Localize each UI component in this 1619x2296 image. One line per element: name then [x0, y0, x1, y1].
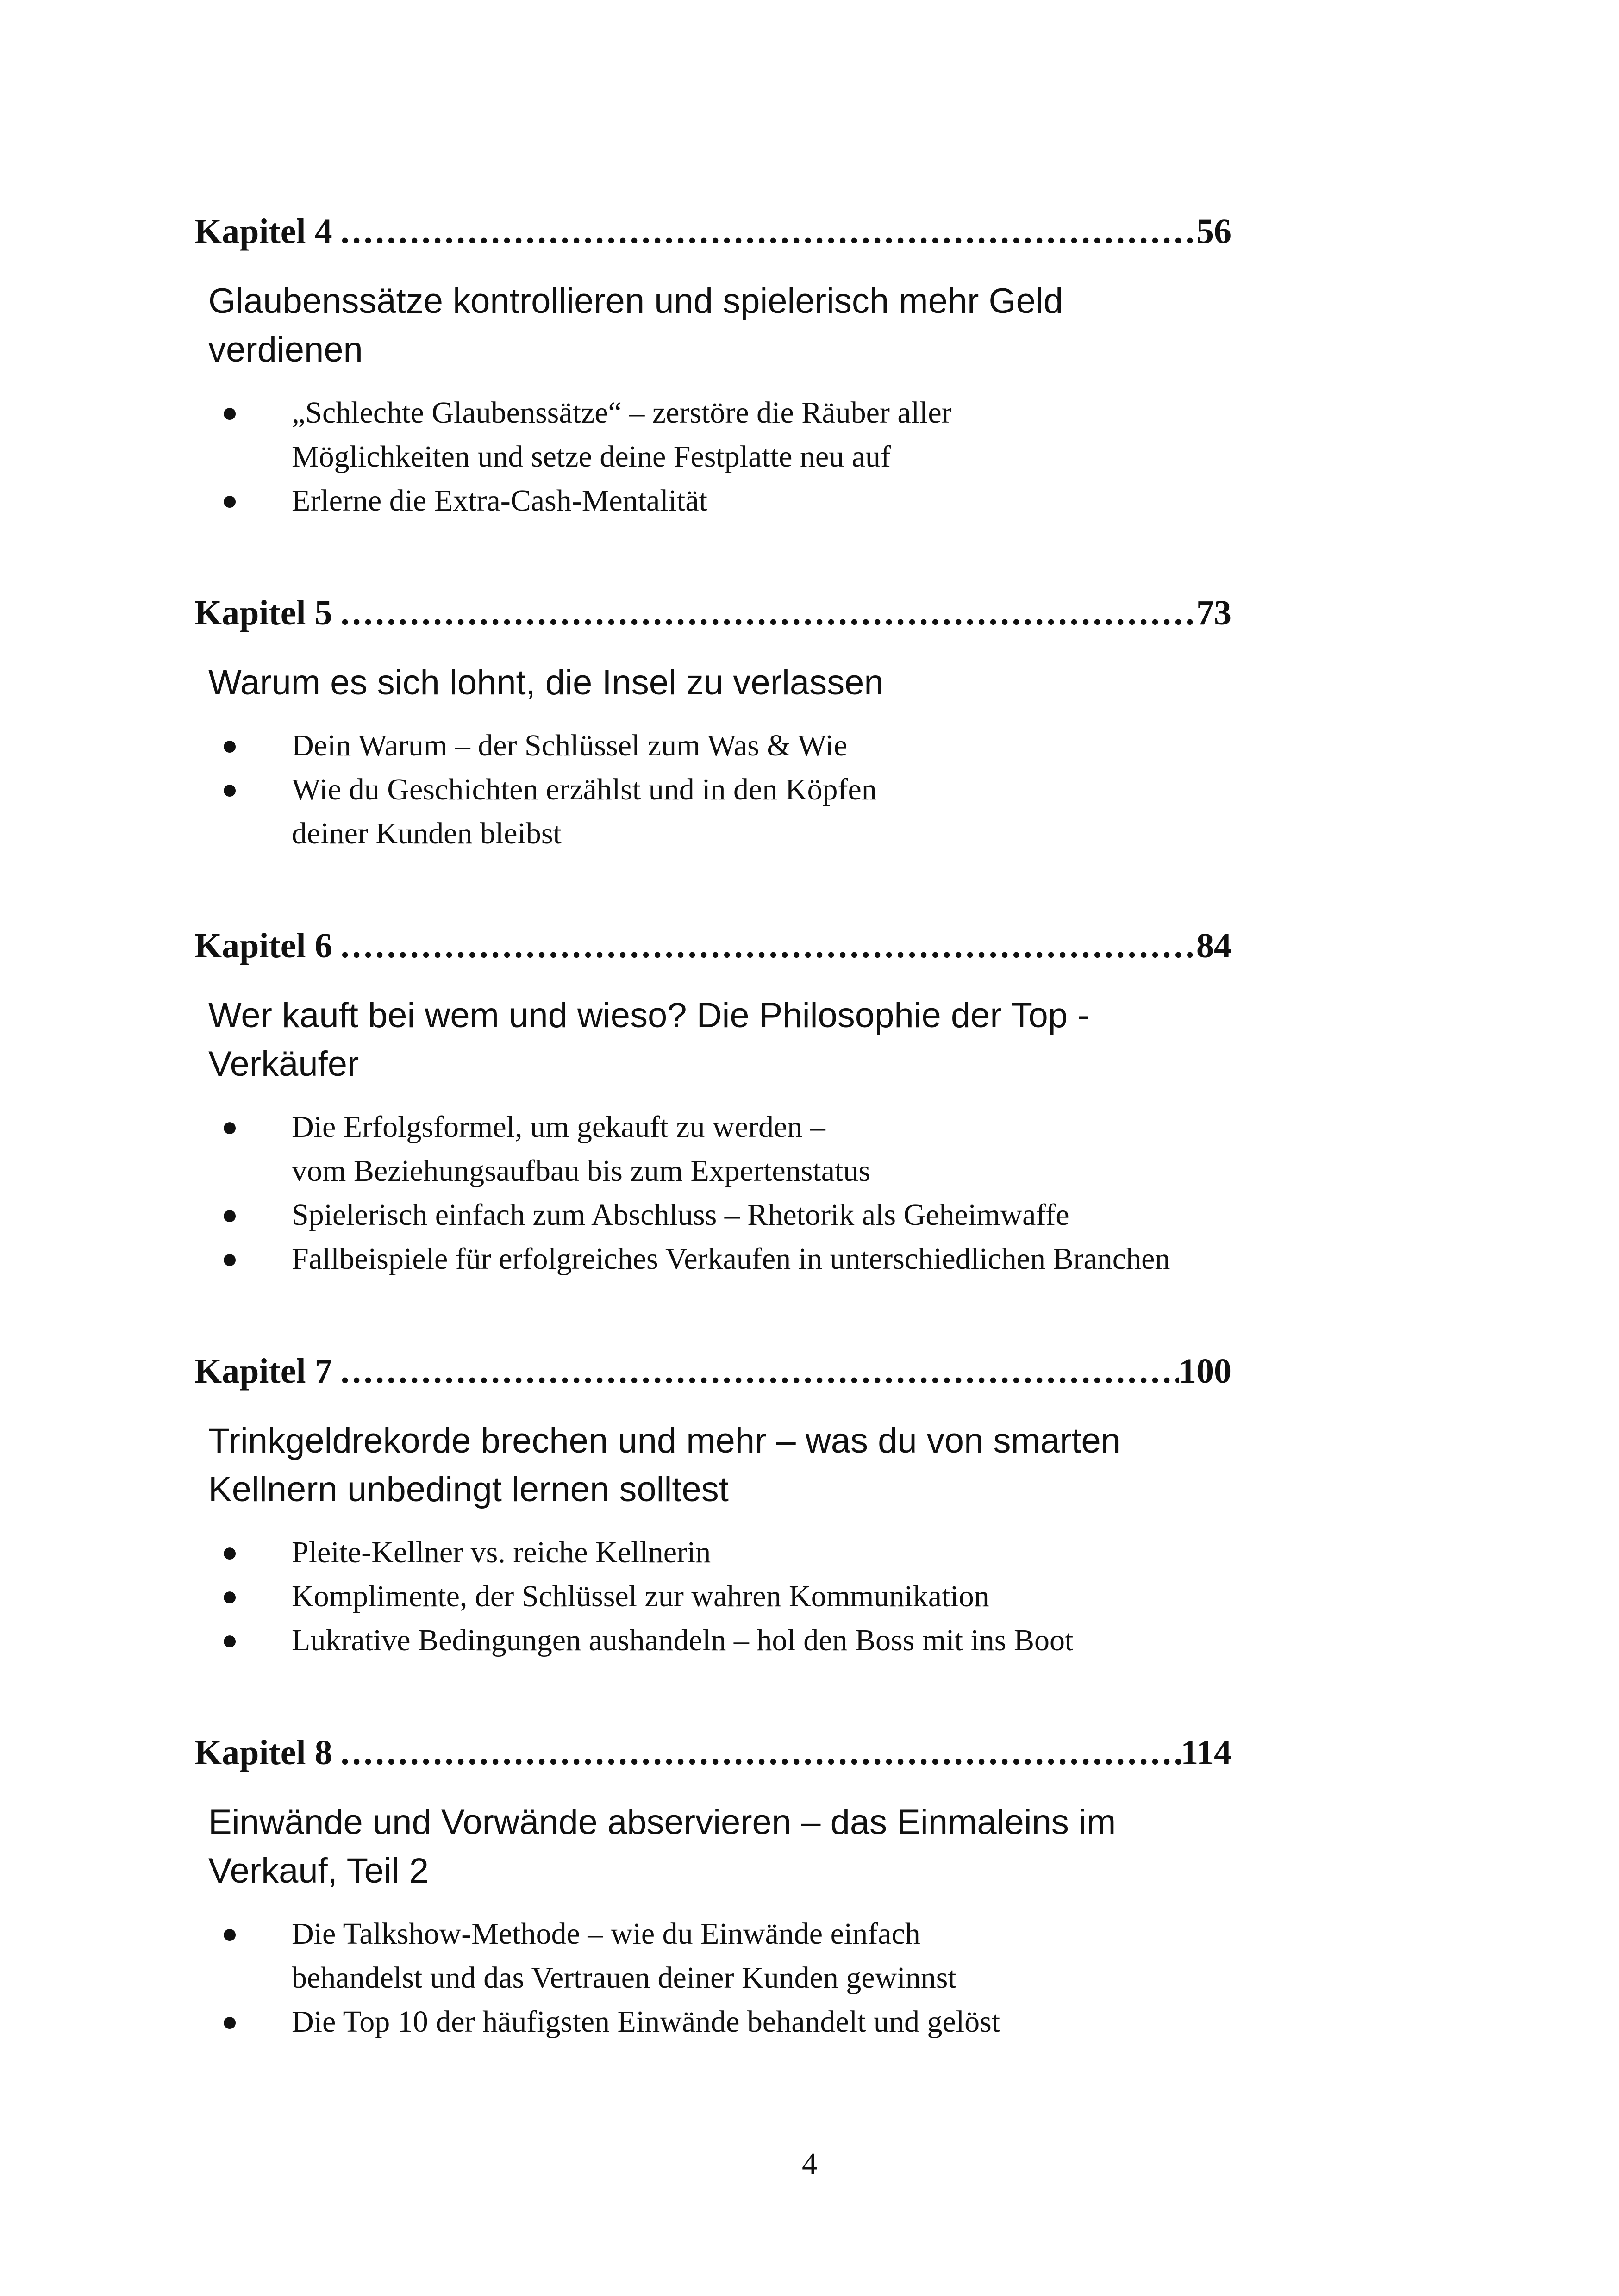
chapter-subtitle — [208, 658, 1181, 707]
topic-item — [194, 1193, 1231, 1237]
subtitle-line: Verkäufer — [208, 1044, 359, 1084]
topic-line: Möglichkeiten und setze deine Festplatte neu auf — [292, 440, 891, 474]
chapter-entry — [194, 1348, 1231, 1662]
topic-item — [194, 1105, 1231, 1193]
topic-line: Die Erfolgsformel, um gekauft zu werden – — [292, 1110, 825, 1144]
bullet-icon: ● — [221, 1918, 238, 1949]
topic-line: Spielerisch einfach zum Abschluss – Rhetorik als Geheimwaffe — [292, 1198, 1069, 1232]
subtitle-line: verdienen — [208, 330, 363, 369]
topic-list — [194, 1105, 1231, 1281]
topic-line: Fallbeispiele für erfolgreiches Verkaufen in unterschiedlichen Branchen — [292, 1242, 1170, 1276]
bullet-icon: ● — [221, 1111, 238, 1142]
topic-line: deiner Kunden bleibst — [292, 817, 562, 850]
chapter-page-number: 114 — [1181, 1733, 1231, 1772]
chapter-label: Kapitel 5 — [194, 593, 332, 632]
chapter-label: Kapitel 4 — [194, 212, 332, 251]
bullet-icon: ● — [221, 1537, 238, 1567]
chapter-entry — [194, 208, 1231, 523]
leader-dots — [341, 208, 1196, 255]
topic-item — [194, 391, 1231, 479]
topic-line: „Schlechte Glaubenssätze“ – zerstöre die Räuber aller — [292, 396, 952, 430]
topic-list — [194, 724, 1231, 855]
topic-line: Die Top 10 der häufigsten Einwände behandelt und gelöst — [292, 2005, 1000, 2039]
subtitle-line: Wer kauft bei wem und wieso? Die Philosophie der Top - — [208, 996, 1089, 1035]
subtitle-line: Glaubenssätze kontrollieren und spielerisch mehr Geld — [208, 281, 1063, 321]
topic-list — [194, 1530, 1231, 1662]
leader-dots — [341, 923, 1196, 969]
chapter-subtitle — [208, 1798, 1181, 1895]
topic-list — [194, 391, 1231, 523]
subtitle-line: Kellnern unbedingt lernen solltest — [208, 1470, 729, 1509]
bullet-icon: ● — [221, 730, 238, 761]
bullet-icon: ● — [221, 397, 238, 428]
chapter-subtitle — [208, 277, 1181, 374]
subtitle-line: Trinkgeldrekorde brechen und mehr – was du von smarten — [208, 1421, 1120, 1460]
topic-line: Pleite-Kellner vs. reiche Kellnerin — [292, 1535, 711, 1569]
subtitle-line: Warum es sich lohnt, die Insel zu verlassen — [208, 663, 884, 702]
bullet-icon: ● — [221, 1199, 238, 1230]
chapter-label: Kapitel 8 — [194, 1733, 332, 1772]
chapter-page-number: 56 — [1196, 212, 1231, 251]
chapter-subtitle — [208, 1416, 1181, 1514]
leader-dots — [341, 1348, 1179, 1394]
topic-item — [194, 1237, 1231, 1281]
topic-line: behandelst und das Vertrauen deiner Kunden gewinnst — [292, 1961, 956, 1995]
bullet-icon: ● — [221, 485, 238, 516]
topic-line: Wie du Geschichten erzählst und in den Köpfen — [292, 773, 877, 806]
topic-line: Erlerne die Extra-Cash-Mentalität — [292, 484, 707, 518]
chapter-page-number: 73 — [1196, 593, 1231, 632]
table-of-contents — [194, 208, 1231, 2044]
topic-line: Dein Warum – der Schlüssel zum Was & Wie — [292, 729, 848, 762]
topic-item — [194, 767, 1231, 855]
chapter-page-number: 100 — [1179, 1352, 1231, 1391]
chapter-heading[interactable] — [194, 1348, 1231, 1394]
topic-line: Die Talkshow-Methode – wie du Einwände einfach — [292, 1917, 920, 1951]
leader-dots — [341, 1729, 1181, 1776]
chapter-entry — [194, 590, 1231, 855]
topic-item — [194, 479, 1231, 523]
topic-list — [194, 1912, 1231, 2044]
chapter-heading[interactable] — [194, 923, 1231, 969]
topic-item — [194, 724, 1231, 767]
topic-item — [194, 1574, 1231, 1618]
bullet-icon: ● — [221, 2006, 238, 2037]
chapter-heading[interactable] — [194, 590, 1231, 636]
topic-line: Lukrative Bedingungen aushandeln – hol den Boss mit ins Boot — [292, 1623, 1074, 1657]
chapter-label: Kapitel 7 — [194, 1352, 332, 1391]
topic-line: Komplimente, der Schlüssel zur wahren Kommunikation — [292, 1579, 989, 1613]
topic-item — [194, 1530, 1231, 1574]
page-number: 4 — [802, 2147, 817, 2181]
chapter-subtitle — [208, 991, 1181, 1088]
bullet-icon: ● — [221, 774, 238, 805]
bullet-icon: ● — [221, 1243, 238, 1274]
bullet-icon: ● — [221, 1625, 238, 1655]
chapter-heading[interactable] — [194, 1729, 1231, 1776]
chapter-entry — [194, 1729, 1231, 2044]
bullet-icon: ● — [221, 1581, 238, 1611]
subtitle-line: Verkauf, Teil 2 — [208, 1851, 429, 1890]
chapter-entry — [194, 923, 1231, 1281]
topic-item — [194, 1912, 1231, 2000]
chapter-page-number: 84 — [1196, 926, 1231, 965]
subtitle-line: Einwände und Vorwände abservieren – das Einmaleins im — [208, 1803, 1116, 1842]
topic-item — [194, 1618, 1231, 1662]
topic-line: vom Beziehungsaufbau bis zum Expertenstatus — [292, 1154, 871, 1188]
topic-item — [194, 2000, 1231, 2044]
chapter-label: Kapitel 6 — [194, 926, 332, 965]
chapter-heading[interactable] — [194, 208, 1231, 255]
leader-dots — [341, 590, 1196, 636]
